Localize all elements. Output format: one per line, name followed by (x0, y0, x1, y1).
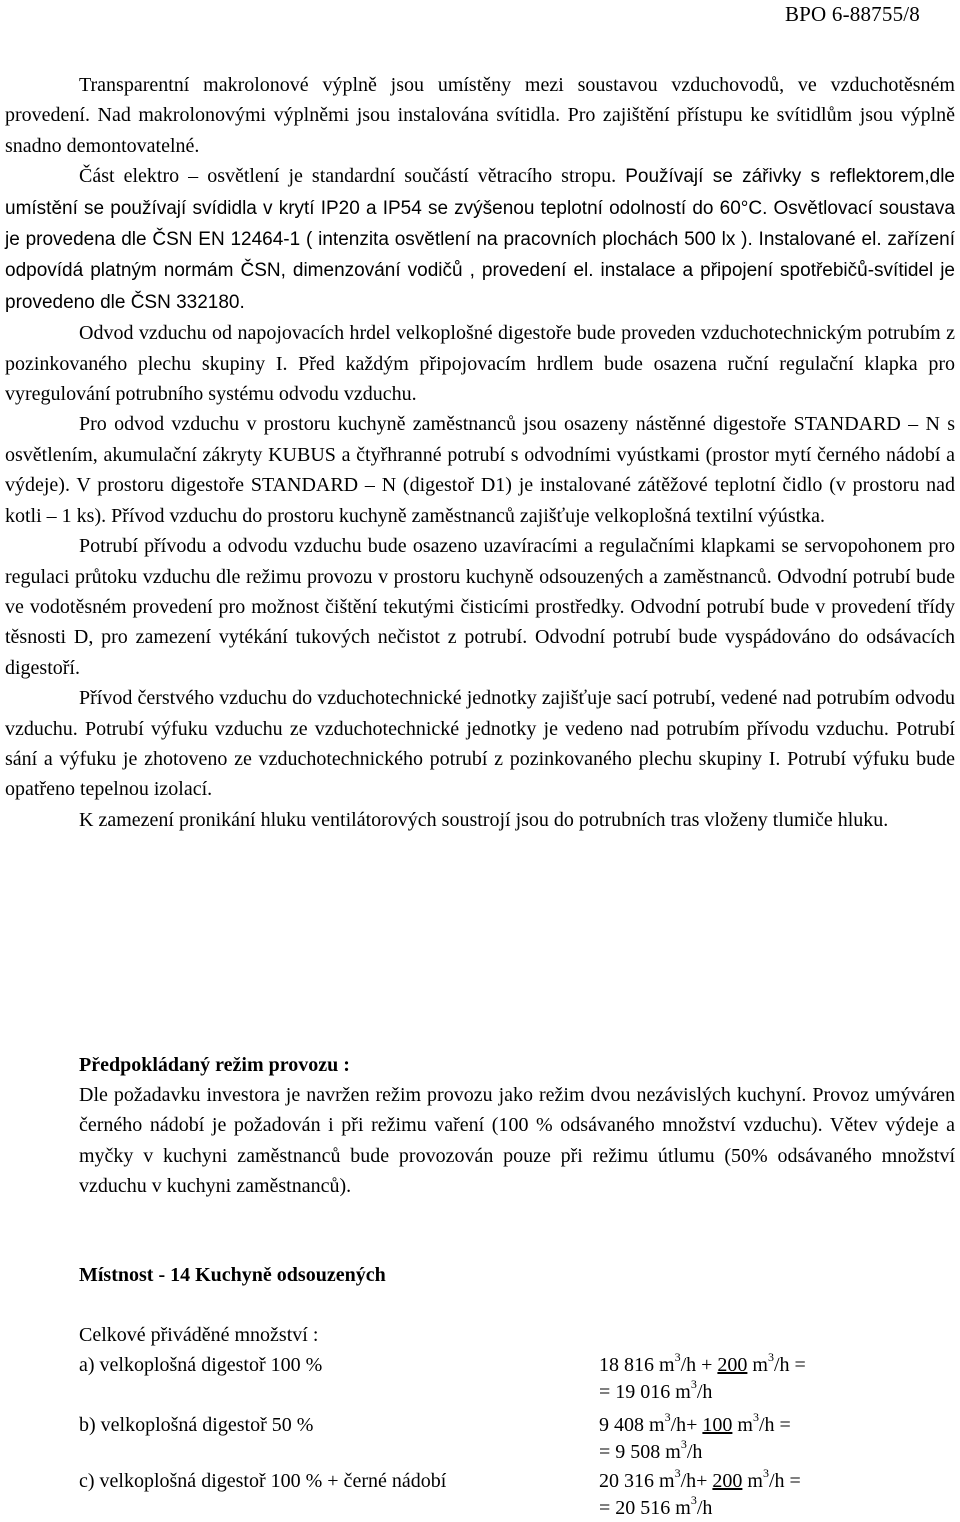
calc-label: a) velkoplošná digestoř 100 % (79, 1354, 323, 1376)
paragraph-fresh-air: Přívod čerstvého vzduchu do vzduchotechnické jednotky zajišťuje sací potrubí, vedené nad potrubím odvodu vzduchu. Potrubí výfuku vzduchu ze vzduchotechnické jednotky je vedeno nad potrubím přívodu vzduchu. Potrubí sání a výfuku je zhotoveno ze vzduchotechnického potrubí z pozinkovaného plechu skupiny I. Potrubí výfuku bude opatřeno tepelnou izolací. (5, 687, 955, 801)
paragraph-silencers: K zamezení pronikání hluku ventilátorových soustrojí jsou do potrubních tras vloženy tlumiče hluku. (79, 808, 889, 831)
room-heading: Místnost - 14 Kuchyně odsouzených (79, 1264, 386, 1286)
paragraph-dampers: Potrubí přívodu a odvodu vzduchu bude osazeno uzavíracími a regulačními klapkami se servopohonem pro regulaci průtoku vzduchu dle režimu provozu v prostoru kuchyně odsouzených a zaměstnanců. Odvodní potrubí bude ve vodotěsném provedení pro možnost čištění tekutými čisticími prostředky. Odvodní potrubí bude v provedení třídy těsnosti D, pro zamezení vytékání tukových nečistot z potrubí. Odvodní potrubí bude vyspádováno do odsávacích digestoří. (5, 535, 955, 679)
paragraph-lighting-details: Používají se zářivky s reflektorem,dle umístění se používají svídidla v krytí IP20 a IP54 se zvýšenou teplotní odolností do 60°C. Osvětlovací soustava je provedena dle ČSN EN 12464-1 ( intenzita osvětlení na pracovních plochách 500 lx ). Instalované el. zařízení odpovídá platným normám ČSN, dimenzování vodičů , provedení el. instalace a připojení spotřebičů-svítidel je provedeno dle ČSN 332180. (5, 166, 955, 313)
calc-value: 18 816 $m^3/h + 200$ $m^3/h$ = = 19 016 $m^3/h$ (599, 1350, 806, 1403)
operation-mode-section (79, 1050, 955, 1202)
paragraph-staff-kitchen: Pro odvod vzduchu v prostoru kuchyně zaměstnanců jsou osazeny nástěnné digestoře STANDARD – N s osvětlením, akumulační zákryty KUBUS a čtyřhranné potrubí s odvodními vyústkami (prostor mytí černého nádobí a výdeje). V prostoru digestoře STANDARD – N (digestoř D1) je instalované zátěžové teplotní čidlo (v prostoru nad kotli – 1 ks). Přívod vzduchu do prostoru kuchyně zaměstnanců zajišťuje velkoplošná textilní výústka. (5, 413, 955, 527)
calc-label: c) velkoplošná digestoř 100 % + černé nádobí (79, 1470, 447, 1492)
document-id: BPO 6-88755/8 (784, 2, 920, 26)
calc-value: 9 408 $m^3/h+ 100$ $m^3/h$ = = 9 508 $m^3/h$ (599, 1410, 791, 1463)
total-supply-label: Celkové přiváděné množství : (79, 1324, 319, 1346)
calc-value: 20 316 $m^3/h+ 200$ $m^3/h$ = = 20 516 $m^3/h$ (599, 1466, 801, 1519)
operation-mode-text: Dle požadavku investora je navržen režim provozu jako režim dvou nezávislých kuchyní. Provoz umýváren černého nádobí je požadován i při režimu vaření (100 % odsávaného množství vzduchu). Větev výdeje a myčky v kuchyni zaměstnanců bude provozován pouze při režimu útlumu (50% odsávaného množství vzduchu v kuchyni zaměstnanců). (79, 1084, 955, 1198)
document-body (5, 70, 955, 835)
calc-label: b) velkoplošná digestoř 50 % (79, 1414, 314, 1436)
room-section (79, 1260, 955, 1290)
paragraph-exhaust: Odvod vzduchu od napojovacích hrdel velkoplošné digestoře bude proveden vzduchotechnickým potrubím z pozinkovaného plechu skupiny I. Před každým připojovacím hrdlem bude osazena ruční regulační klapka pro vyregulování potrubního systému odvodu vzduchu. (5, 322, 955, 406)
operation-mode-heading: Předpokládaný režim provozu : (79, 1054, 350, 1076)
paragraph-makrolon: Transparentní makrolonové výplně jsou umístěny mezi soustavou vzduchovodů, ve vzduchotěsném provedení. Nad makrolonovými výplněmi jsou instalována svítidla. Pro zajištění přístupu ke svítidlům jsou výplně snadno demontovatelné. (5, 74, 955, 157)
paragraph-lighting-intro: Část elektro – osvětlení je standardní součástí větracího stropu. Používají se zářivky s reflektorem,dle umístění se používají svídidla v krytí IP20 a IP54 se zvýšenou teplotní odolností do 60°C. Osvětlovací soustava je provedena dle ČSN EN 12464-1 ( intenzita osvětlení na pracovních plochách 500 lx ). Instalované el. zařízení odpovídá platným normám ČSN, dimenzování vodičů , provedení el. instalace a připojení spotřebičů-svítidel je provedeno dle ČSN 332180. (5, 165, 955, 313)
